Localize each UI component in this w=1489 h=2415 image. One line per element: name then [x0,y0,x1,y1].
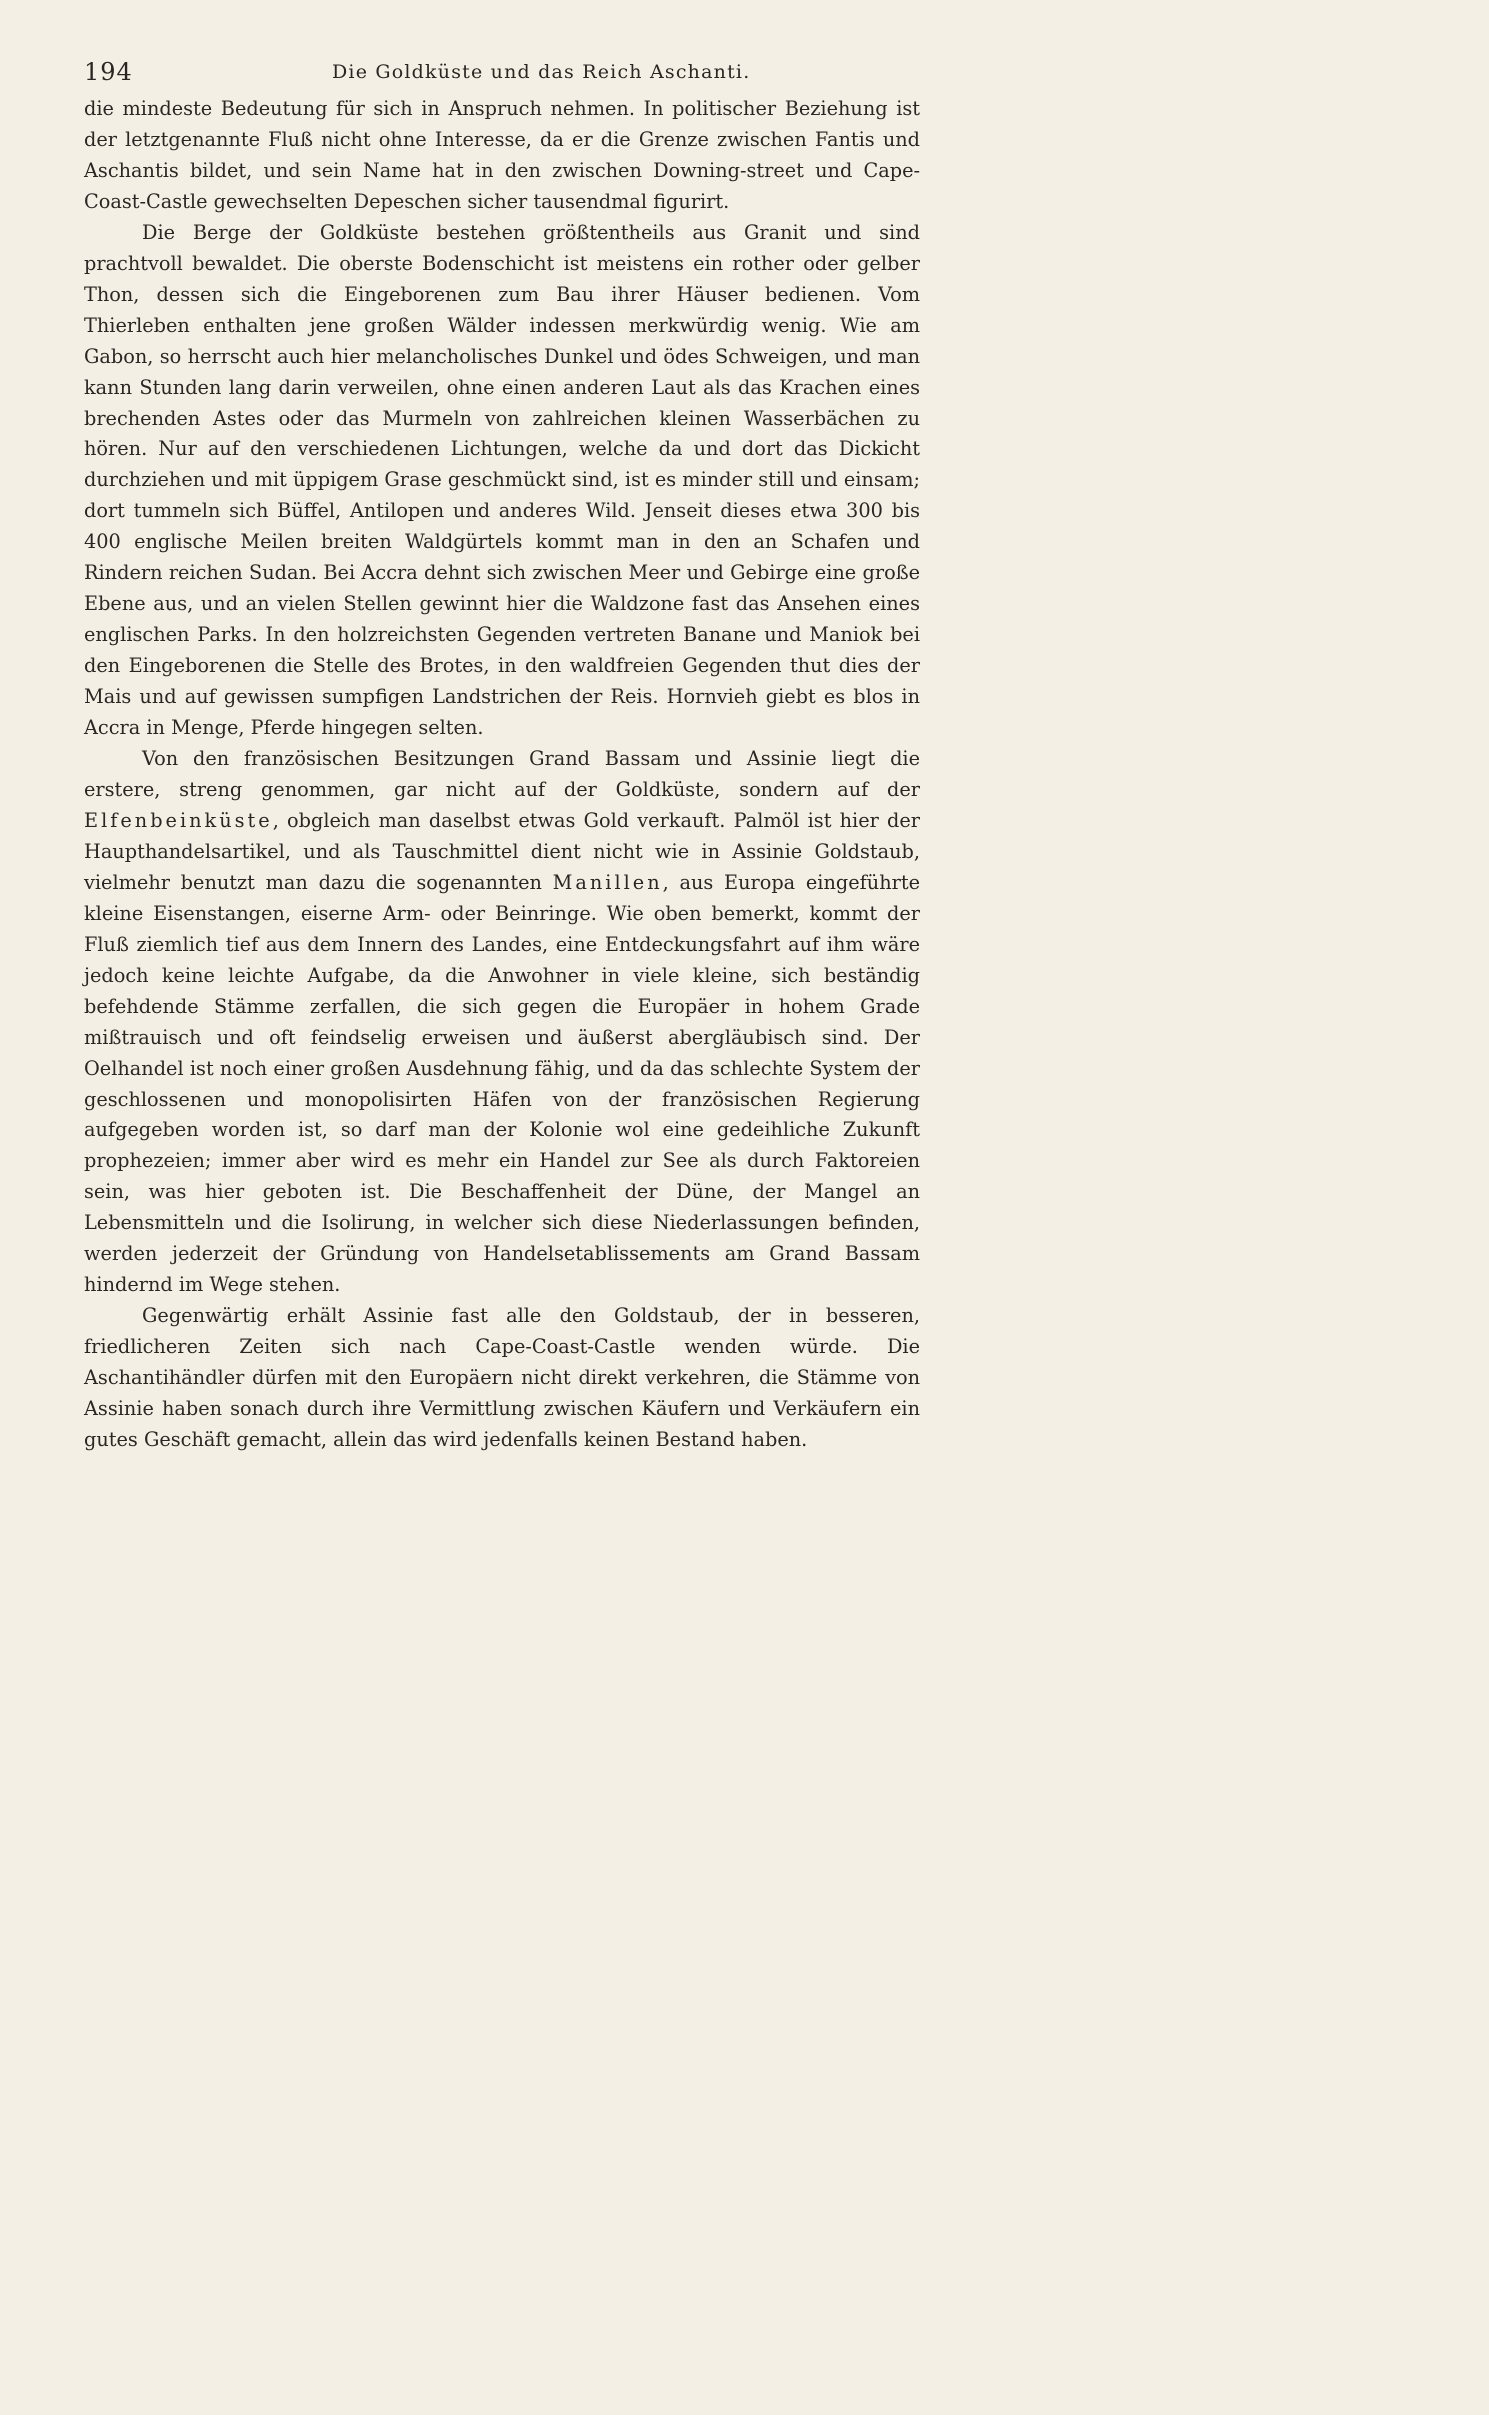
text-run: Von den französischen Besitzungen Grand Bassam und Assinie liegt die erstere, streng genommen, gar nicht auf der Goldküste, sondern auf der [84,747,920,801]
text-run: die mindeste Bedeutung für sich in Anspruch nehmen. In politischer Beziehung ist der letztgenannte Fluß nicht ohne Interesse, da er die Grenze zwischen Fantis und Aschantis bildet, und sein Name hat in den zwischen Downing-street und Cape-Coast-Castle gewechselten Depeschen sicher tausendmal figurirt. [84,97,920,213]
book-page [0,0,967,1568]
text-run: , obgleich man daselbst etwas Gold verkauft. Palmöl ist hier der Haupthandelsartikel, und als Tauschmittel dient nicht wie in Assinie Goldstaub, vielmehr benutzt man dazu die sogenannten [84,808,920,894]
text-run: Gegenwärtig erhält Assinie fast alle den Goldstaub, der in besseren, friedlicheren Zeiten sich nach Cape-Coast-Castle wenden würde. Die Aschantihändler dürfen mit den Europäern nicht direkt verkehren, die Stämme von Assinie haben sonach durch ihre Vermittlung zwischen Käufern und Verkäufern ein gutes Geschäft gemacht, allein das wird jedenfalls keinen Bestand haben. [84,1304,920,1451]
paragraph-3 [84,744,920,1301]
text-run: , aus Europa eingeführte kleine Eisenstangen, eiserne Arm- oder Beinringe. Wie oben bemerkt, kommt der Fluß ziemlich tief aus dem Innern des Landes, eine Entdeckungsfahrt auf ihm wäre jedoch keine leichte Aufgabe, da die Anwohner in viele kleine, sich beständig befehdende Stämme zerfallen, die sich gegen die Europäer in hohem Grade mißtrauisch und oft feindselig erweisen und äußerst abergläubisch sind. Der Oelhandel ist noch einer großen Ausdehnung fähig, und da das schlechte System der geschlossenen und monopolisirten Häfen von der französischen Regierung aufgegeben worden ist, so darf man der Kolonie wol eine gedeihliche Zukunft prophezeien; immer aber wird es mehr ein Handel zur See als durch Faktoreien sein, was hier geboten ist. Die Beschaffenheit der Düne, der Mangel an Lebensmitteln und die Isolirung, in welcher sich diese Niederlassungen befinden, werden jederzeit der Gründung von Handelsetablissements am Grand Bassam hindernd im Wege stehen. [84,870,920,1297]
spaced-term-manillen: Manillen [552,870,663,894]
running-title: Die Goldküste und das Reich Aschanti. [332,61,751,83]
body-text [84,94,920,1456]
text-run: Die Berge der Goldküste bestehen größtentheils aus Granit und sind prachtvoll bewaldet. Die oberste Bodenschicht ist meistens ein rother oder gelber Thon, dessen sich die Eingeborenen zum Bau ihrer Häuser bedienen. Vom Thierleben enthalten jene großen Wälder indessen merkwürdig wenig. Wie am Gabon, so herrscht auch hier melancholisches Dunkel und ödes Schweigen, und man kann Stunden lang darin verweilen, ohne einen anderen Laut als das Krachen eines brechenden Astes oder das Murmeln von zahlreichen kleinen Wasserbächen zu hören. Nur auf den verschiedenen Lichtungen, welche da und dort das Dickicht durchziehen und mit üppigem Grase geschmückt sind, ist es minder still und einsam; dort tummeln sich Büffel, Antilopen und anderes Wild. Jenseit dieses etwa 300 bis 400 englische Meilen breiten Waldgürtels kommt man in den an Schafen und Rindern reichen Sudan. Bei Accra dehnt sich zwischen Meer und Gebirge eine große Ebene aus, und an vielen Stellen gewinnt hier die Waldzone fast das Ansehen eines englischen Parks. In den holzreichsten Gegenden vertreten Banane und Maniok bei den Eingeborenen die Stelle des Brotes, in den waldfreien Gegenden thut dies der Mais und auf gewissen sumpfigen Landstrichen der Reis. Hornvieh giebt es blos in Accra in Menge, Pferde hingegen selten. [84,220,921,740]
paragraph-2 [84,218,920,744]
spaced-term-elfenbeinkueste: Elfenbeinküste [84,808,273,832]
page-header [84,58,920,88]
page-number: 194 [84,58,133,86]
paragraph-1 [84,94,920,218]
paragraph-4 [84,1301,920,1456]
